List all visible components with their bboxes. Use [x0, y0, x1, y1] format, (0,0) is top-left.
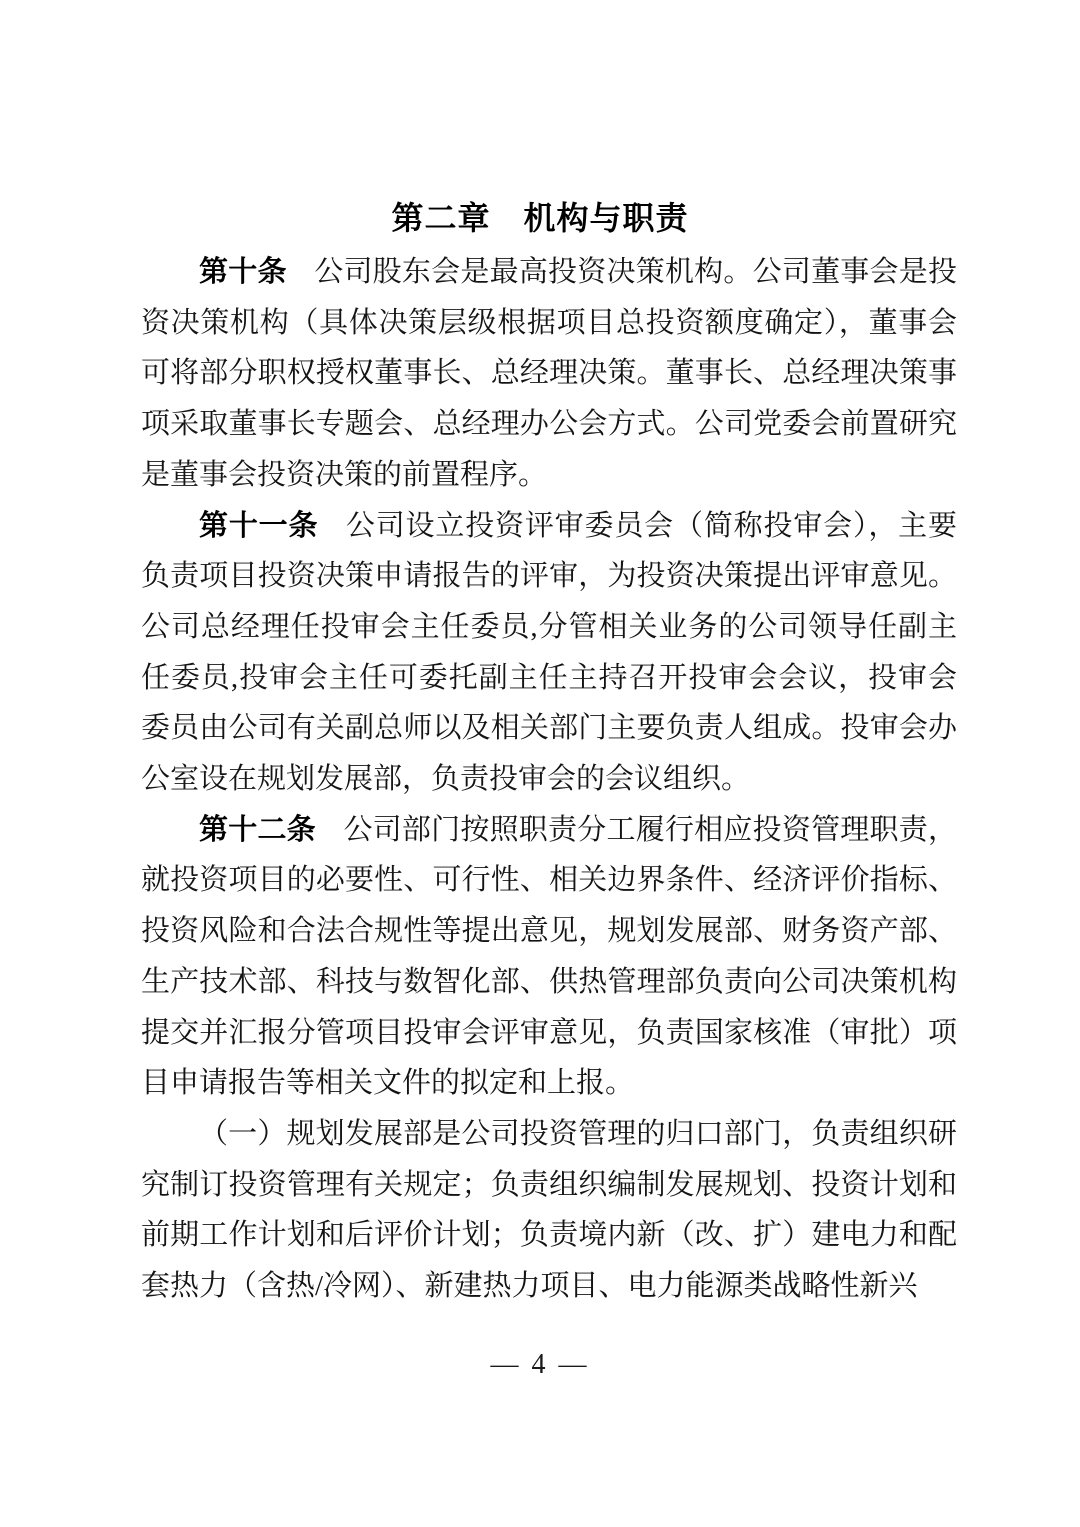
article-10-text: 公司股东会是最高投资决策机构。公司董事会是投资决策机构（具体决策层级根据项目总投资额度确定），董事会可将部分职权授权董事长、总经理决策。董事长、总经理决策事项采取董事长专题会、总经理办公会方式。公司党委会前置研究是董事会投资决策的前置程序。 — [141, 256, 957, 491]
page-number: — 4 — — [490, 1349, 590, 1380]
article-12-text: 公司部门按照职责分工履行相应投资管理职责，就投资项目的必要性、可行性、相关边界条件、经济评价指标、投资风险和合法合规性等提出意见，规划发展部、财务资产部、生产技术部、科技与数智化部、供热管理部负责向公司决策机构提交并汇报分管项目投审会评审意见，负责国家核准（审批）项目申请报告等相关文件的拟定和上报。 — [141, 813, 957, 1100]
article-11-number: 第十一条 — [199, 509, 319, 542]
page-footer — [0, 1349, 1080, 1381]
document-body — [141, 247, 957, 1312]
item-1-text: （一）规划发展部是公司投资管理的归口部门，负责组织研究制订投资管理有关规定；负责组织编制发展规划、投资计划和前期工作计划和后评价计划；负责境内新（改、扩）建电力和配套热力（含热/冷网）、新建热力项目、电力能源类战略性新兴 — [141, 1117, 957, 1303]
article-12-number: 第十二条 — [199, 813, 316, 846]
paragraph-article-12 — [141, 805, 957, 1109]
paragraph-item-1 — [141, 1109, 957, 1312]
paragraph-article-11 — [141, 501, 957, 805]
article-10-number: 第十条 — [199, 256, 287, 288]
chapter-heading: 第二章 机构与职责 — [391, 200, 689, 236]
article-11-text: 公司设立投资评审委员会（简称投审会），主要负责项目投资决策申请报告的评审，为投资决策提出评审意见。公司总经理任投审会主任委员,分管相关业务的公司领导任副主任委员,投审会主任可委托副主任主持召开投审会会议，投审会委员由公司有关副总师以及相关部门主要负责人组成。投审会办公室设在规划发展部，负责投审会的会议组织。 — [141, 509, 957, 796]
paragraph-article-10 — [141, 247, 957, 501]
